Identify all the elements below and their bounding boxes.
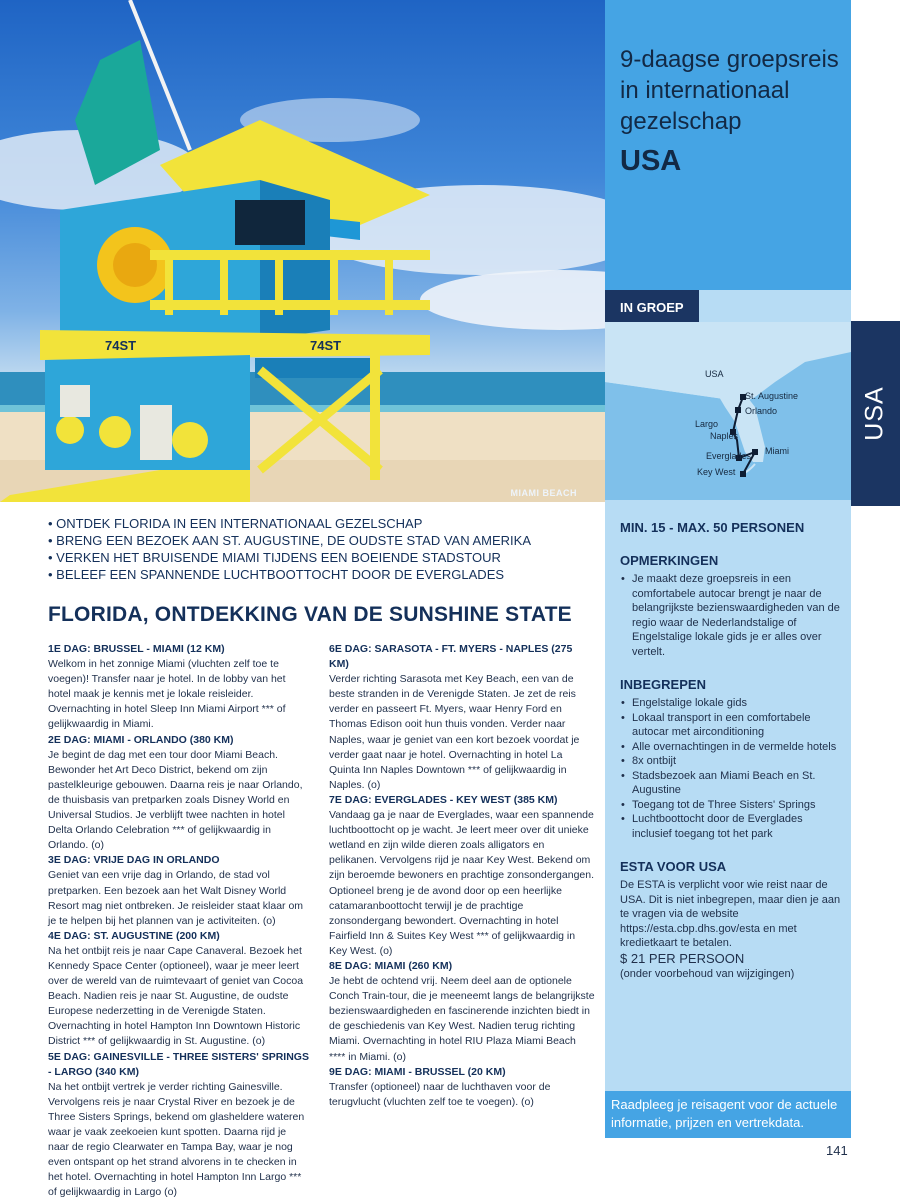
itinerary-column-1 — [48, 642, 310, 1200]
day-heading: 3E DAG: VRIJE DAG IN ORLANDO — [48, 854, 220, 867]
day-text: Welkom in het zonnige Miami (vluchten zelf toe te voegen)! Transfer naar je hotel. In de lobby van het hotel maak je kennis met je lokale reisleider. Overnachting in hotel Sleep Inn Miami Airport *** of gelijkwaardig in Miami. — [48, 658, 286, 731]
route-map — [605, 322, 851, 500]
day-heading: 5E DAG: GAINESVILLE - THREE SISTERS' SPRINGS - LARGO (340 KM) — [48, 1050, 309, 1078]
list-item: • 8x ontbijt — [620, 754, 842, 769]
map-label-everglades: Everglades — [706, 451, 752, 461]
list-item: • Je maakt deze groepsreis in een comfortabele autocar brengt je naar de belangrijkste bezienswaardigheden van de regio waar de Nederlandstalige of Engelstalige lokale gids je er alles over vertelt. — [620, 572, 842, 659]
list-item: • Engelstalige lokale gids — [620, 696, 842, 711]
map-label-st-augustine: St. Augustine — [745, 391, 799, 401]
list-item: • Lokaal transport in een comfortabele autocar met airconditioning — [620, 711, 842, 740]
day-heading: 2E DAG: MIAMI - ORLANDO (380 KM) — [48, 733, 234, 746]
day-heading: 8E DAG: MIAMI (260 KM) — [329, 959, 453, 972]
list-item: • Alle overnachtingen in de vermelde hotels — [620, 740, 842, 755]
list-item: • Luchtboottocht door de Everglades inclusief toegang tot het park — [620, 812, 842, 841]
sidebar-details — [620, 520, 842, 981]
highlight-item: • VERKEN HET BRUISENDE MIAMI TIJDENS EEN BOEIENDE STADSTOUR — [48, 550, 501, 565]
day-text: Je hebt de ochtend vrij. Neem deel aan de optionele Conch Train-tour, die je meeneemt langs de belangrijkste bezienswaardigheden en fascinerende inzichten biedt in de geschiedenis van Key West. Nadien terug richting Miami. Overnachting in hotel RIU Plaza Miami Beach **** in Miami. (o) — [329, 975, 595, 1063]
esta-heading: ESTA VOOR USA — [620, 859, 727, 874]
map-label-naples: Naples — [710, 431, 739, 441]
hero-photo — [0, 0, 605, 502]
list-item: • Stadsbezoek aan Miami Beach en St. Augustine — [620, 769, 842, 798]
day-text: Verder richting Sarasota met Key Beach, een van de beste stranden in de Verenigde Staten. Je zet de reis verder en passeert Ft. Myers, waar Henry Ford en Thomas Edison ooit hun thuis vonden. Verder naar Naples, waar je geniet van een kort bezoek voordat je verder gaat naar je hotel. Overnachting in hotel La Quinta Inn Naples Downtown *** of gelijkwaardig in Naples. (o) — [329, 673, 580, 791]
day-heading: 7E DAG: EVERGLADES - KEY WEST (385 KM) — [329, 793, 558, 806]
country-title: USA — [620, 145, 682, 177]
footer-note: Raadpleeg je reisagent voor de actuele informatie, prijzen en vertrekdata. — [605, 1091, 851, 1138]
trip-title: 9-daagse groepsreis in internationaal gezelschap — [620, 46, 839, 135]
day-heading: 9E DAG: MIAMI - BRUSSEL (20 KM) — [329, 1065, 506, 1078]
lifeguard-tower-illustration — [0, 0, 605, 502]
day-text: Na het ontbijt reis je naar Cape Canaveral. Bezoek het Kennedy Space Center (optioneel), waar je meer leert over de wereld van de ruimtevaart of geniet van Cocoa Beach. Nadien reis je naar St. Augustine, de oudste Europese nederzetting in de Verenigde Staten. Overnachting in hotel Hampton Inn Downtown Historic District *** of gelijkwaardig in St. Augustine. (o) — [48, 944, 304, 1048]
esta-note: (onder voorbehoud van wijzigingen) — [620, 967, 795, 980]
tower-label-left: 74ST — [105, 338, 137, 353]
highlights-list — [48, 515, 578, 583]
day-text: Geniet van een vrije dag in Orlando, de stad vol pretparken. Een bezoek aan het Walt Disney World Resort mag niet ontbreken. Je reisleider staat klaar om je te helpen bij het plannen van je activiteiten. (o) — [48, 869, 304, 927]
group-badge: IN GROEP — [605, 290, 699, 324]
remarks-list — [620, 572, 842, 659]
day-heading: 6E DAG: SARASOTA - FT. MYERS - NAPLES (275 KM) — [329, 643, 573, 671]
page-title: FLORIDA, ONTDEKKING VAN DE SUNSHINE STATE — [48, 603, 572, 626]
esta-price: $ 21 PER PERSOON — [620, 950, 745, 966]
day-heading: 1E DAG: BRUSSEL - MIAMI (12 KM) — [48, 643, 225, 655]
day-text: Vandaag ga je naar de Everglades, waar een spannende luchtboottocht op je wacht. Je leert meer over dit unieke wetland en zijn wilde dieren zoals alligators en pelikanen. Vervolgens rijd je naar Key West. Bekend om zijn beroemde bewoners en prachtige zonsondergangen. Optioneel breng je de avond door op een heerlijke catamaranboottocht terwijl je de prachtige zonsondergang bewondert. Overnachting in hotel Fairfield Inn & Suites Key West *** of gelijkwaardig in Key West. (o) — [329, 809, 595, 957]
day-text: Je begint de dag met een tour door Miami Beach. Bewonder het Art Deco District, bekend om zijn pastelkleurige gebouwen. Daarna reis je naar Orlando, de thuisbasis van pretparken zoals Disney World en Universal Studios. Je verblijft twee nachten in hotel Delta Orlando Celebration *** of gelijkwaardig in Orlando. (o) — [48, 748, 303, 852]
highlight-item: • BELEEF EEN SPANNENDE LUCHTBOOTTOCHT DOOR DE EVERGLADES — [48, 567, 505, 582]
map-label-largo: Largo — [695, 419, 719, 429]
map-label-orlando: Orlando — [745, 406, 778, 416]
photo-caption: MIAMI BEACH — [510, 488, 577, 498]
included-list — [620, 696, 842, 841]
sidebar-header — [605, 0, 851, 290]
map-label-miami: Miami — [765, 446, 789, 456]
group-size: MIN. 15 - MAX. 50 PERSONEN — [620, 520, 805, 535]
esta-text: De ESTA is verplicht voor wie reist naar de USA. Dit is niet inbegrepen, maar dien je aan te vragen via de website https://esta.cbp.dhs.gov/esta en met kredietkaart te betalen. — [620, 879, 841, 949]
map-label-key-west: Key West — [697, 467, 736, 477]
included-heading: INBEGREPEN — [620, 677, 706, 692]
list-item: • Toegang tot de Three Sisters' Springs — [620, 798, 842, 813]
tower-label-right: 74ST — [310, 338, 342, 353]
map-label-usa: USA — [705, 369, 724, 379]
remarks-heading: OPMERKINGEN — [620, 553, 719, 568]
highlight-item: • ONTDEK FLORIDA IN EEN INTERNATIONAAL GEZELSCHAP — [48, 516, 423, 531]
country-tab — [851, 321, 900, 506]
day-text: Na het ontbijt vertrek je verder richting Gainesville. Vervolgens reis je naar Crystal River en bezoek je de Three Sisters Springs, bekend om glasheldere wateren waar je vaak zeekoeien kunt spotten. Daarna rijd je naar de regio Clearwater en Tampa Bay, waar je nog even ontspant op het strand alvorens in te checken in het hotel. Overnachting in hotel Hampton Inn Largo *** of gelijkwaardig in Largo (o) — [48, 1080, 305, 1199]
day-text: Transfer (optioneel) naar de luchthaven voor de terugvlucht (vluchten zelf toe te voegen). (o) — [329, 1080, 551, 1108]
itinerary-column-2 — [329, 642, 595, 1110]
country-tab-label: USA — [861, 386, 889, 441]
page-number: 141 — [826, 1143, 848, 1158]
highlight-item: • BRENG EEN BEZOEK AAN ST. AUGUSTINE, DE OUDSTE STAD VAN AMERIKA — [48, 533, 532, 548]
day-heading: 4E DAG: ST. AUGUSTINE (200 KM) — [48, 929, 220, 942]
